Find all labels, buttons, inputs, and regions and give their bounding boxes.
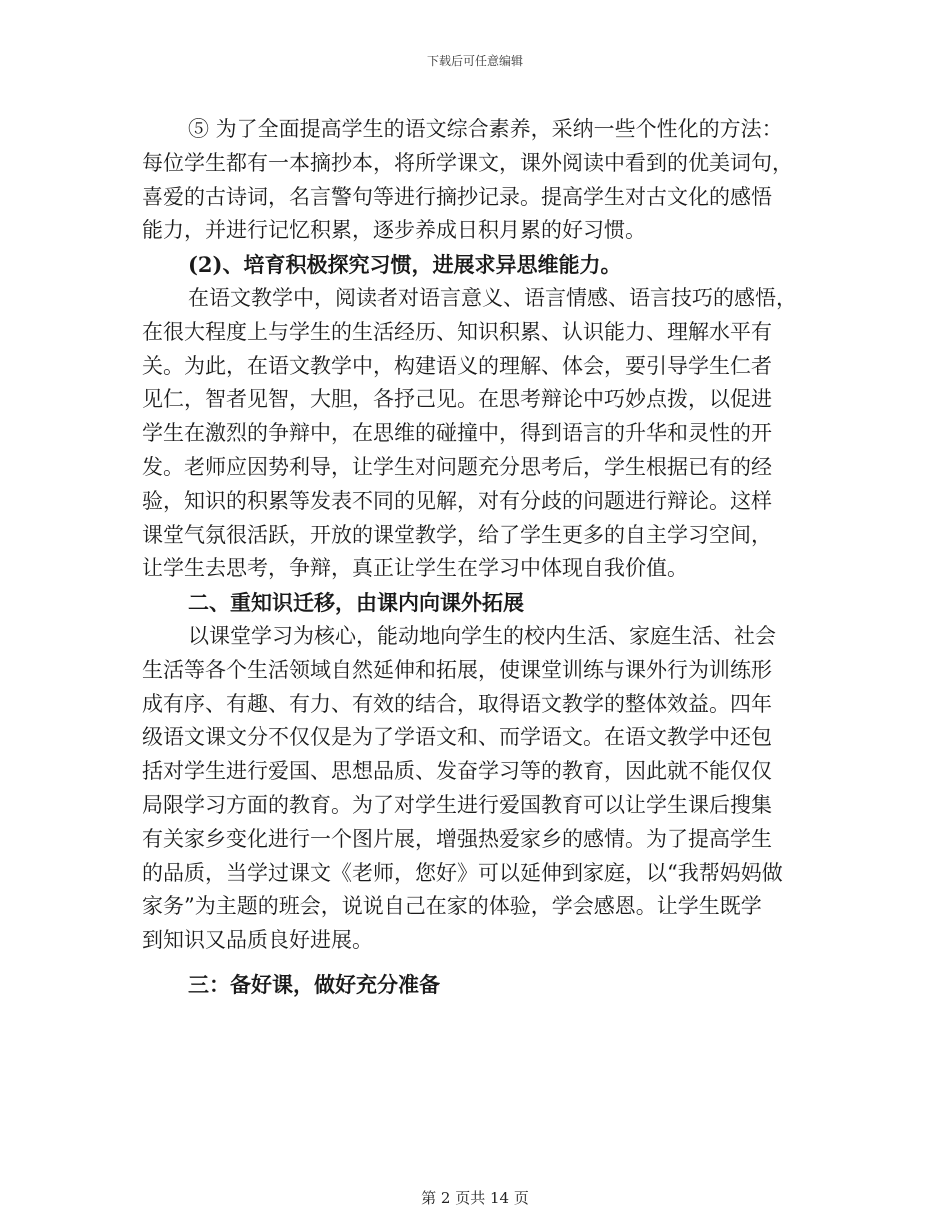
paragraph-line: 见仁，智者见智，大胆，各抒己见。在思考辩论中巧妙点拨，以促进 xyxy=(142,387,772,412)
page-header: 下载后可任意编辑 xyxy=(426,54,523,68)
paragraph-line: 能力，并进行记忆积累，逐步养成日积月累的好习惯。 xyxy=(142,218,646,243)
paragraph-line: 在很大程度上与学生的生活经历、知识积累、认识能力、理解水平有 xyxy=(142,319,772,344)
section-heading: 二、重知识迁移，由课内向课外拓展 xyxy=(188,590,524,616)
paragraph-line: ⑤ 为了全面提高学生的语文综合素养，采纳一些个性化的方法： xyxy=(188,117,783,141)
document-body xyxy=(142,113,810,1002)
paragraph-line: 关。为此，在语文教学中，构建语义的理解、体会，要引导学生仁者 xyxy=(142,353,772,378)
paragraph-line: 学生在激烈的争辩中，在思维的碰撞中，得到语言的升华和灵性的开 xyxy=(142,421,772,446)
section-heading: (2)、培育积极探究习惯，进展求异思维能力。 xyxy=(188,252,622,278)
paragraph-line: 发。老师应因势利导，让学生对问题充分思考后，学生根据已有的经 xyxy=(142,454,772,479)
paragraph-line: 在语文教学中，阅读者对语言意义、语言情感、语言技巧的感悟， xyxy=(188,285,797,310)
paragraph-line: 每位学生都有一本摘抄本，将所学课文，课外阅读中看到的优美词句， xyxy=(142,150,793,175)
paragraph-line: 局限学习方面的教育。为了对学生进行爱国教育可以让学生课后搜集 xyxy=(142,792,772,817)
paragraph-line: 有关家乡变化进行一个图片展，增强热爱家乡的感情。为了提高学生 xyxy=(142,826,772,851)
paragraph-line: 家务”为主题的班会，说说自己在家的体验，学会感恩。让学生既学 xyxy=(142,894,762,919)
paragraph-line: 生活等各个生活领域自然延伸和拓展，使课堂训练与课外行为训练形 xyxy=(142,657,772,682)
paragraph-line: 课堂气氛很活跃，开放的课堂教学，给了学生更多的自主学习空间， xyxy=(142,522,772,547)
paragraph-line: 验，知识的积累等发表不同的见解，对有分歧的问题进行辩论。这样 xyxy=(142,488,772,513)
paragraph-line: 的品质，当学过课文《老师，您好》可以延伸到家庭，以“我帮妈妈做 xyxy=(142,860,783,885)
paragraph-line: 到知识又品质良好进展。 xyxy=(142,928,373,953)
paragraph-line: 喜爱的古诗词，名言警句等进行摘抄记录。提高学生对古文化的感悟 xyxy=(142,184,772,209)
paragraph-line: 让学生去思考，争辩，真正让学生在学习中体现自我价值。 xyxy=(142,556,688,581)
spacer xyxy=(142,958,810,968)
paragraph-line: 成有序、有趣、有力、有效的结合，取得语文教学的整体效益。四年 xyxy=(142,691,772,716)
paragraph-line: 括对学生进行爱国、思想品质、发奋学习等的教育，因此就不能仅仅 xyxy=(142,759,772,784)
section-heading: 三：备好课，做好充分准备 xyxy=(188,971,440,997)
paragraph-line: 级语文课文分不仅仅是为了学语文和、而学语文。在语文教学中还包 xyxy=(142,725,772,750)
paragraph-line: 以课堂学习为核心，能动地向学生的校内生活、家庭生活、社会 xyxy=(188,623,776,648)
page-footer: 第 2 页共 14 页 xyxy=(421,1189,529,1207)
